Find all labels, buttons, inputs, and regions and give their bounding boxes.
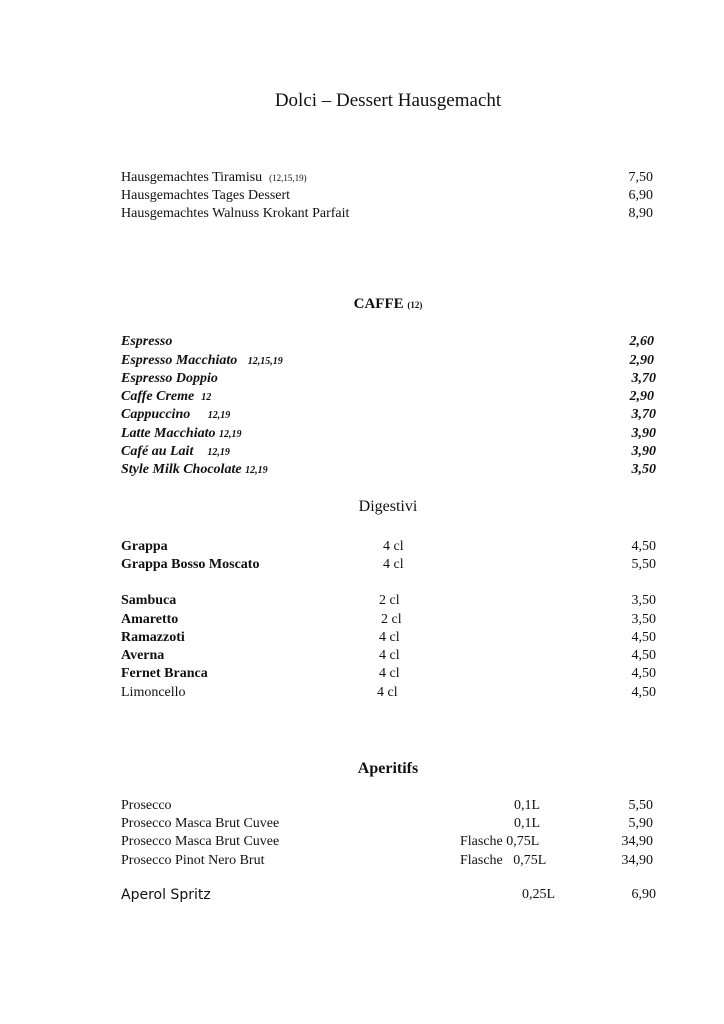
menu-item — [121, 388, 661, 406]
item-volume: 4 cl — [379, 648, 400, 663]
item-name: Hausgemachtes Walnuss Krokant Parfait — [121, 206, 350, 221]
item-price: 6,90 — [628, 188, 653, 203]
menu-item — [121, 169, 661, 187]
caffe-heading-allergens: (12) — [407, 300, 423, 310]
item-price: 4,50 — [631, 666, 656, 681]
item-price: 7,50 — [628, 170, 653, 185]
item-price: 5,50 — [631, 557, 656, 572]
item-volume: 4 cl — [377, 685, 398, 700]
item-name: Prosecco — [121, 798, 172, 813]
item-price: 4,50 — [631, 539, 656, 554]
item-name: Espresso Macchiato — [121, 353, 238, 368]
item-volume: 4 cl — [383, 557, 404, 572]
item-allergens: (12,15,19) — [269, 173, 307, 183]
item-name: Cappuccino — [121, 407, 191, 422]
item-price: 5,90 — [628, 816, 653, 831]
item-name: Espresso Doppio — [121, 371, 218, 386]
menu-item — [121, 406, 661, 424]
item-volume: 0,25L — [522, 887, 556, 902]
menu-item — [121, 886, 661, 904]
item-price: 3,90 — [631, 426, 656, 441]
item-price: 3,70 — [631, 407, 656, 422]
menu-item — [121, 425, 661, 443]
item-name: Averna — [121, 648, 165, 663]
menu-item — [121, 611, 661, 629]
item-price: 4,50 — [631, 685, 656, 700]
item-name: Prosecco Masca Brut Cuvee — [121, 834, 280, 849]
section-heading-aperitifs: Aperitifs — [357, 760, 419, 777]
item-name: Latte Macchiato — [121, 426, 216, 441]
menu-item — [121, 352, 661, 370]
page-title: Dolci – Dessert Hausgemacht — [274, 90, 502, 111]
menu-item — [121, 556, 661, 574]
item-price: 34,90 — [621, 834, 653, 849]
item-price: 4,50 — [631, 648, 656, 663]
item-allergens: 12,15,19 — [247, 356, 283, 367]
item-volume: 4 cl — [379, 666, 400, 681]
item-name: Style Milk Chocolate — [121, 462, 242, 477]
item-allergens: 12 — [201, 392, 212, 403]
menu-item — [121, 684, 661, 702]
item-volume: 0,1L — [514, 816, 541, 831]
item-allergens: 12,19 — [245, 465, 268, 476]
item-price: 4,50 — [631, 630, 656, 645]
item-allergens: 12,19 — [207, 410, 231, 421]
item-price: 3,90 — [631, 444, 656, 459]
item-allergens: 12,19 — [219, 429, 242, 440]
item-price: 5,50 — [628, 798, 653, 813]
item-price: 2,90 — [629, 389, 654, 404]
menu-item — [121, 852, 661, 870]
menu-item — [121, 333, 661, 351]
item-volume: 4 cl — [379, 630, 400, 645]
item-name: Prosecco Pinot Nero Brut — [121, 853, 265, 868]
item-price: 2,90 — [629, 353, 654, 368]
menu-item — [121, 205, 661, 223]
menu-item — [121, 833, 661, 851]
menu-item — [121, 815, 661, 833]
menu-item — [121, 538, 661, 556]
item-name: Espresso — [121, 334, 173, 349]
item-name: Aperol Spritz — [121, 887, 211, 903]
item-volume: Flasche 0,75L — [460, 853, 547, 868]
item-name: Prosecco Masca Brut Cuvee — [121, 816, 280, 831]
item-price: 2,60 — [629, 334, 654, 349]
section-heading-caffe — [0, 296, 724, 313]
item-name: Grappa — [121, 539, 168, 554]
menu-item — [121, 443, 661, 461]
menu-item — [121, 647, 661, 665]
item-name: Sambuca — [121, 593, 177, 608]
item-price: 3,50 — [631, 462, 656, 477]
menu-item — [121, 592, 661, 610]
item-name: Hausgemachtes Tiramisu — [121, 170, 263, 185]
item-price: 3,50 — [631, 593, 656, 608]
item-price: 6,90 — [631, 887, 656, 902]
item-name: Café au Lait — [121, 444, 194, 459]
item-name: Grappa Bosso Moscato — [121, 557, 260, 572]
item-price: 34,90 — [621, 853, 653, 868]
item-volume: 0,1L — [514, 798, 541, 813]
item-volume: 2 cl — [381, 612, 402, 627]
menu-item — [121, 370, 661, 388]
menu-item — [121, 461, 661, 479]
item-volume: 2 cl — [379, 593, 400, 608]
item-volume: 4 cl — [383, 539, 404, 554]
item-name: Caffe Creme — [121, 389, 195, 404]
item-name: Ramazzoti — [121, 630, 185, 645]
caffe-heading-text: CAFFE — [353, 296, 404, 312]
menu-item — [121, 665, 661, 683]
menu-item — [121, 187, 661, 205]
item-name: Amaretto — [121, 612, 179, 627]
item-allergens: 12,19 — [207, 447, 230, 458]
item-name: Fernet Branca — [121, 666, 208, 681]
menu-item — [121, 629, 661, 647]
item-name: Hausgemachtes Tages Dessert — [121, 188, 291, 203]
section-heading-digestivi: Digestivi — [358, 498, 418, 515]
item-price: 3,70 — [631, 371, 656, 386]
item-name: Limoncello — [121, 685, 186, 700]
item-volume: Flasche 0,75L — [460, 834, 540, 849]
item-price: 3,50 — [631, 612, 656, 627]
menu-item — [121, 797, 661, 815]
item-price: 8,90 — [628, 206, 653, 221]
